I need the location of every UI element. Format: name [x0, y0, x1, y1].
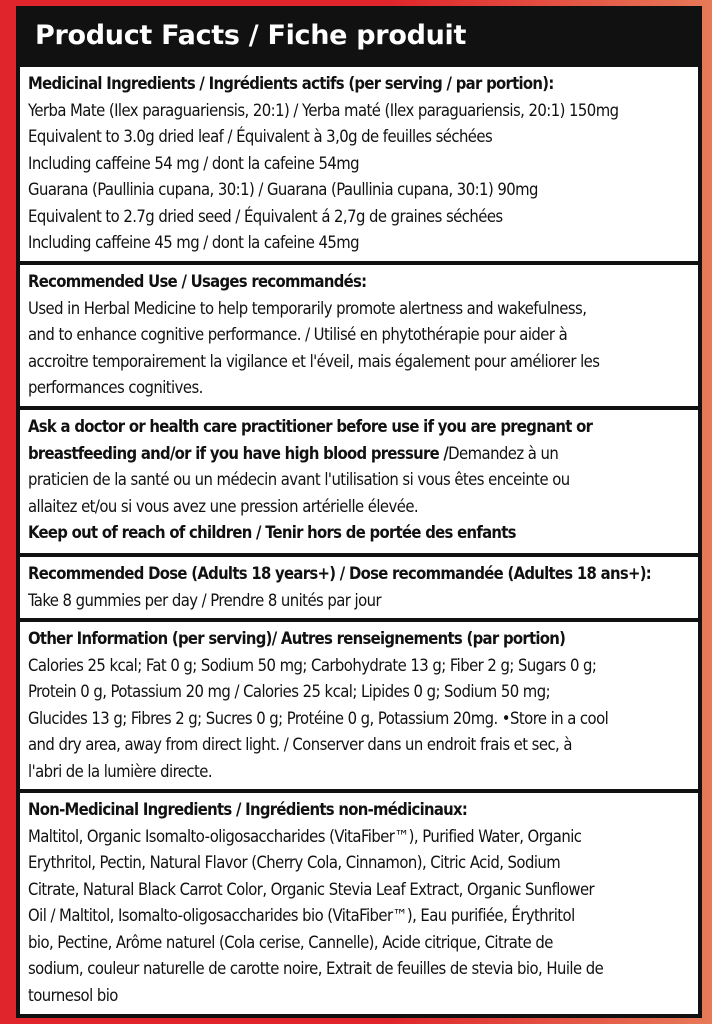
non-medicinal-ingredients-heading: Non-Medicinal Ingredients / Ingrédients non-médicinaux: — [28, 800, 468, 819]
recommended-use-heading: Recommended Use / Usages recommandés: — [28, 272, 367, 291]
medicinal-line: Including caffeine 45 mg / dont la cafeine 45mg — [28, 233, 360, 252]
medicinal-line: Yerba Mate (Ilex paraguariensis, 20:1) / Yerba maté (Ilex paraguariensis, 20:1) 150mg — [28, 100, 619, 120]
non-medicinal-line: Maltitol, Organic Isomalto-oligosaccharides (VitaFiber™), Purified Water, Organic — [28, 826, 582, 846]
warnings-section — [20, 410, 698, 553]
medicinal-ingredients-section — [20, 67, 698, 261]
non-medicinal-line: Citrate, Natural Black Carrot Color, Organic Stevia Leaf Extract, Organic Sunflower — [28, 879, 595, 899]
non-medicinal-line: Oil / Maltitol, Isomalto-oligosaccharides bio (VitaFiber™), Eau purifiée, Érythritol — [28, 906, 575, 925]
recommended-use-line: and to enhance cognitive performance. / Utilisé en phytothérapie pour aider à — [28, 325, 568, 344]
page-title: Product Facts / Fiche produit — [35, 20, 467, 51]
recommended-dose-section — [20, 557, 698, 618]
keep-out-of-reach-warning: Keep out of reach of children / Tenir hors de portée des enfants — [28, 523, 516, 542]
other-information-line: Protein 0 g, Potassium 20 mg / Calories 25 kcal; Lipides 0 g; Sodium 50 mg; — [28, 682, 551, 701]
warning-text: Demandez à un — [448, 443, 559, 463]
medicinal-ingredients-heading: Medicinal Ingredients / Ingrédients actifs (per serving / par portion): — [28, 74, 554, 93]
recommended-use-section — [20, 265, 698, 406]
recommended-dose-text: Take 8 gummies per day / Prendre 8 unités par jour — [28, 590, 382, 610]
non-medicinal-line: bio, Pectine, Arôme naturel (Cola cerise, Cannelle), Acide citrique, Citrate de — [28, 932, 553, 952]
non-medicinal-ingredients-section — [20, 793, 698, 1014]
medicinal-line: Equivalent to 3.0g dried leaf / Équivalent à 3,0g de feuilles séchées — [28, 127, 493, 146]
medicinal-line: Guarana (Paullinia cupana, 30:1) / Guarana (Paullinia cupana, 30:1) 90mg — [28, 180, 538, 199]
warning-line: Ask a doctor or health care practitioner before use if you are pregnant or — [28, 417, 593, 436]
recommended-dose-heading: Recommended Dose (Adults 18 years+) / Dose recommandée (Adultes 18 ans+): — [28, 564, 652, 583]
recommended-use-line: Used in Herbal Medicine to help temporarily promote alertness and wakefulness, — [28, 298, 587, 318]
other-information-line: l'abri de la lumière directe. — [28, 761, 213, 781]
other-information-line: Calories 25 kcal; Fat 0 g; Sodium 50 mg; Carbohydrate 13 g; Fiber 2 g; Sugars 0 g; — [28, 655, 597, 675]
non-medicinal-line: Erythritol, Pectin, Natural Flavor (Cherry Cola, Cinnamon), Citric Acid, Sodium — [28, 853, 561, 872]
medicinal-line: Including caffeine 54 mg / dont la cafeine 54mg — [28, 153, 360, 173]
non-medicinal-line: tournesol bio — [28, 985, 118, 1005]
non-medicinal-line: sodium, couleur naturelle de carotte noire, Extrait de feuilles de stevia bio, Huile de — [28, 959, 604, 978]
other-information-section — [20, 622, 698, 789]
recommended-use-line: performances cognitives. — [28, 378, 203, 397]
warning-bold-text: breastfeeding and/or if you have high blood pressure / — [28, 443, 449, 463]
other-information-line: Glucides 13 g; Fibres 2 g; Sucres 0 g; Protéine 0 g, Potassium 20mg. •Store in a cool — [28, 708, 609, 728]
other-information-heading: Other Information (per serving)/ Autres renseignements (par portion) — [28, 629, 566, 648]
medicinal-line: Equivalent to 2.7g dried seed / Équivalent á 2,7g de graines séchées — [28, 206, 503, 226]
recommended-use-line: accroitre temporairement la vigilance et l'éveil, mais également pour améliorer les — [28, 351, 600, 371]
warning-line — [28, 441, 690, 468]
other-information-line: and dry area, away from direct light. / Conserver dans un endroit frais et sec, à — [28, 735, 572, 754]
product-facts-panel — [16, 6, 702, 1018]
warning-line: allaitez et/ou si vous avez une pression artérielle élevée. — [28, 496, 419, 516]
warning-line: praticien de la santé ou un médecin avant l'utilisation si vous êtes enceinte ou — [28, 470, 570, 489]
